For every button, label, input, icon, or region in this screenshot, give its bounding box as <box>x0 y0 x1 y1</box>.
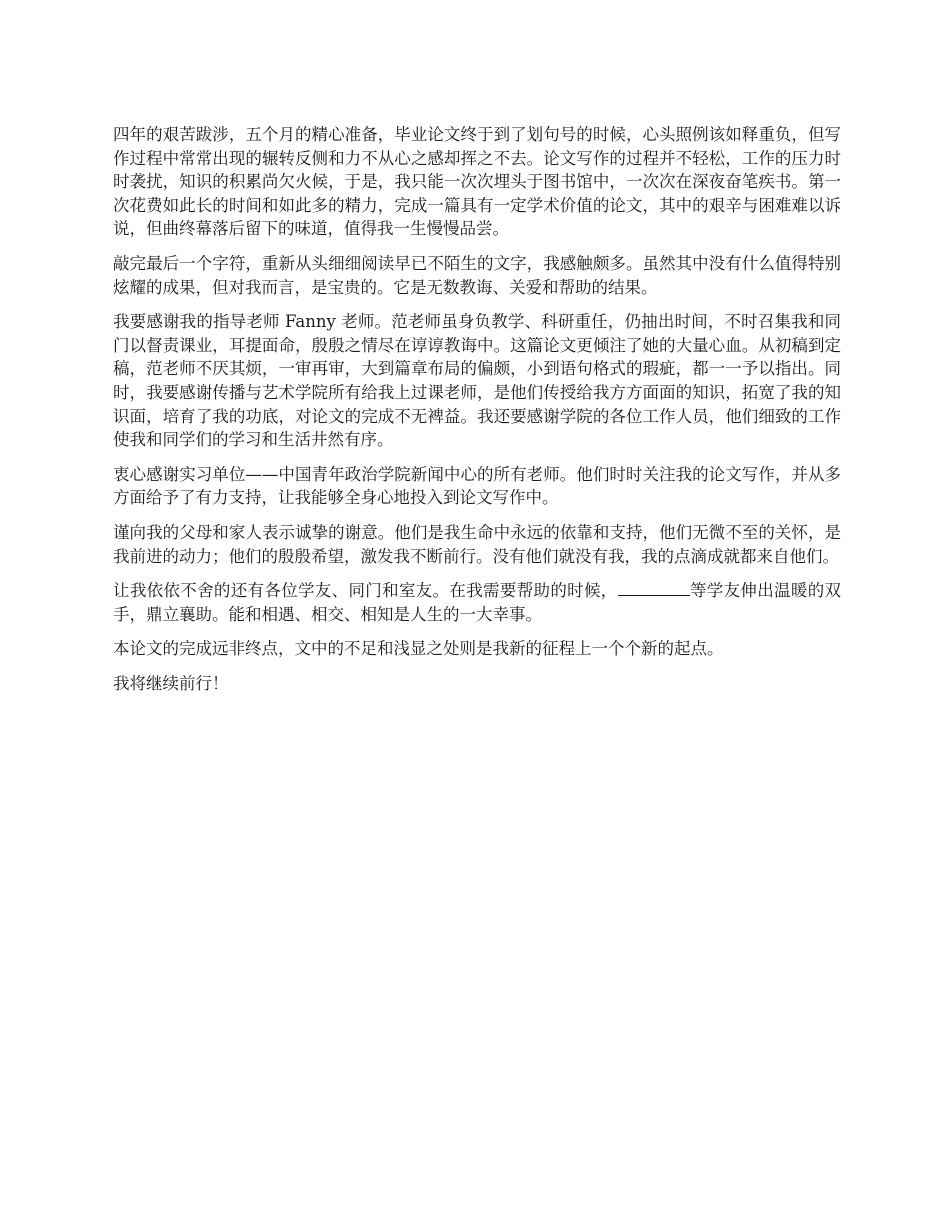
paragraph-6-before-blank: 让我依依不舍的还有各位学友、同门和室友。在我需要帮助的时候， <box>113 581 618 601</box>
paragraph-3: 我要感谢我的指导老师 Fanny 老师。范老师虽身负教学、科研重任，仍抽出时间，不时召集我和同门以督责课业，耳提面命，殷殷之情尽在谆谆教诲中。这篇论文更倾注了她的大量心血。从初稿到定稿，范老师不厌其烦，一审再审，大到篇章布局的偏颇，小到语句格式的瑕疵，都一一予以指出。同时，我要感谢传播与艺术学院所有给我上过课老师，是他们传授给我方方面面的知识，拓宽了我的知识面，培育了我的功底，对论文的完成不无裨益。我还要感谢学院的各位工作人员，他们细致的工作使我和同学们的学习和生活井然有序。 <box>113 312 841 450</box>
paragraph-1: 四年的艰苦跋涉，五个月的精心准备，毕业论文终于到了划句号的时候，心头照例该如释重负，但写作过程中常常出现的辗转反侧和力不从心之感却挥之不去。论文写作的过程并不轻松，工作的压力时时袭扰，知识的积累尚欠火候，于是，我只能一次次埋头于图书馆中，一次次在深夜奋笔疾书。第一次花费如此长的时间和如此多的精力，完成一篇具有一定学术价值的论文，其中的艰辛与困难难以诉说，但曲终幕落后留下的味道，值得我一生慢慢品尝。 <box>113 125 841 239</box>
paragraph-7: 本论文的完成远非终点，文中的不足和浅显之处则是我新的征程上一个个新的起点。 <box>113 639 724 659</box>
document-body <box>113 123 841 706</box>
paragraph-6-after-blank: 等学友伸出温暖的双手，鼎立襄助。能和相遇、相交、相知是人生的一大幸事。 <box>113 581 842 624</box>
paragraph-4: 衷心感谢实习单位——中国青年政治学院新闻中心的所有老师。他们时时关注我的论文写作，并从多方面给予了有力支持，让我能够全身心地投入到论文写作中。 <box>113 464 841 508</box>
paragraph-5: 谨向我的父母和家人表示诚挚的谢意。他们是我生命中永远的依靠和支持，他们无微不至的关怀，是我前进的动力；他们的殷殷希望，激发我不断前行。没有他们就没有我，我的点滴成就都来自他们。 <box>113 522 841 566</box>
paragraph-8: 我将继续前行！ <box>113 673 229 693</box>
fill-in-blank <box>618 581 690 596</box>
paragraph-2: 敲完最后一个字符，重新从头细细阅读早已不陌生的文字，我感触颇多。虽然其中没有什么值得特别炫耀的成果，但对我而言，是宝贵的。它是无数教诲、关爱和帮助的结果。 <box>113 253 841 297</box>
paragraph-6 <box>113 579 841 626</box>
